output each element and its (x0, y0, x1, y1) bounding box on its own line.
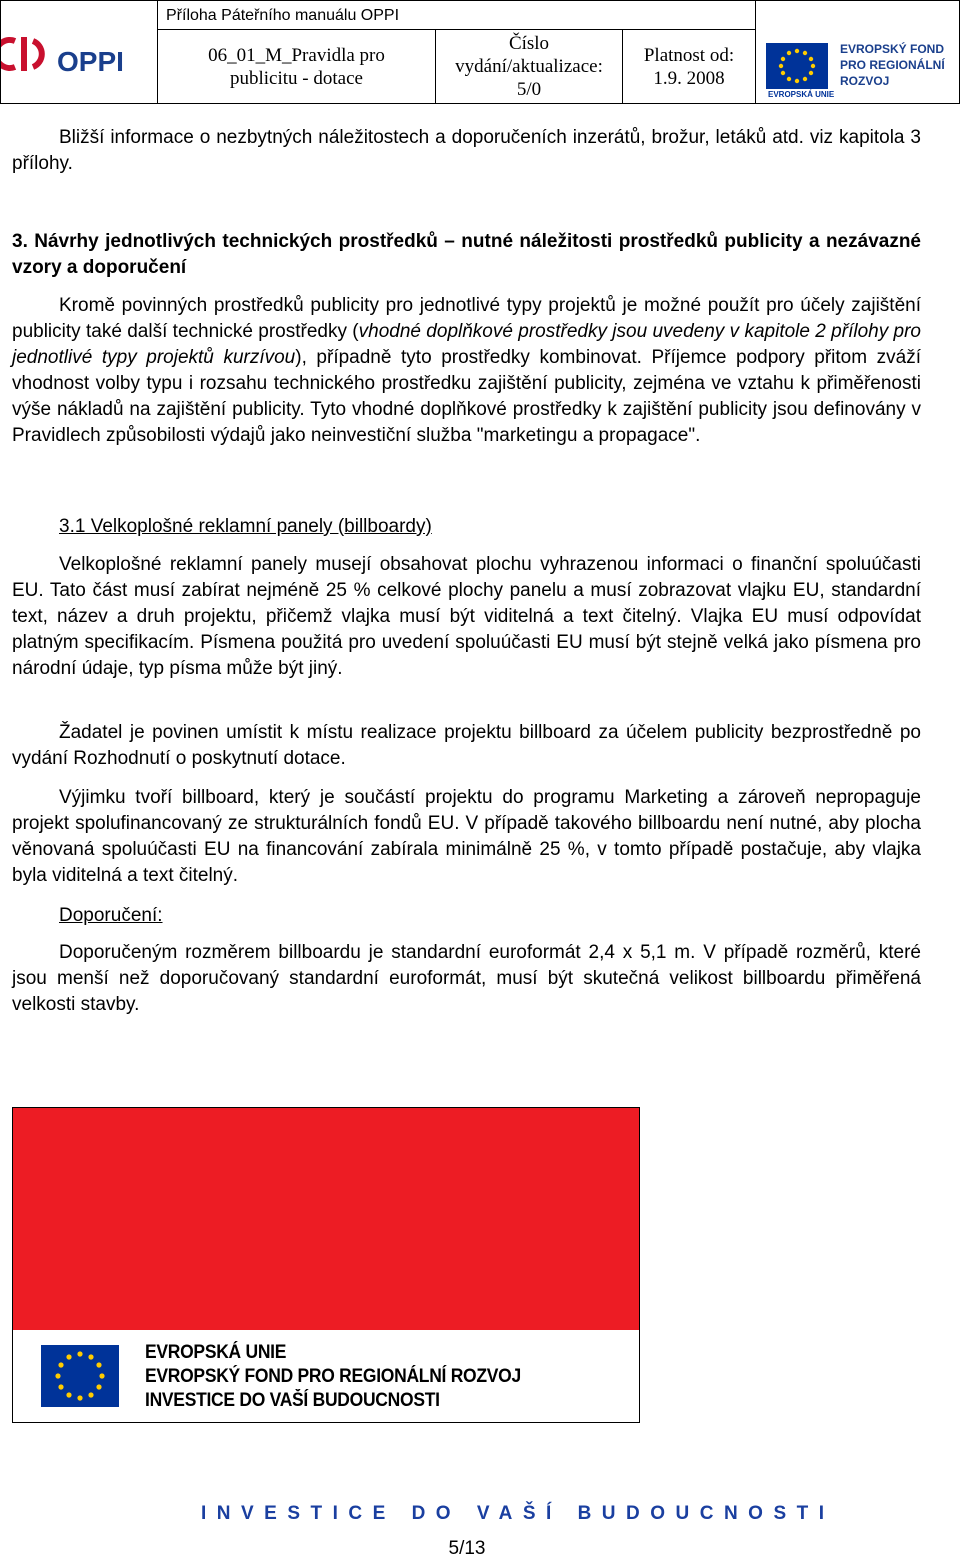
validity-label: Platnost od: (643, 44, 735, 66)
validity-date: 1.9. 2008 (653, 67, 725, 89)
recommendation-label: Doporučení: (59, 905, 163, 926)
svg-text:OPPI: OPPI (57, 46, 124, 77)
footer-slogan: INVESTICE DO VAŠÍ BUDOUCNOSTI (201, 1503, 835, 1524)
document-name-line1: 06_01_M_Pravidla pro (208, 44, 385, 66)
p1-text-italic: vhodné doplňkové prostředky jsou uvedeny v kapitole 2 přílohy pro jednotlivé typy projektů kurzívou (12, 321, 921, 368)
billboard-project-area (13, 1108, 639, 1330)
erdf-logo (755, 0, 960, 104)
version-label2: vydání/aktualizace: (455, 56, 603, 77)
section-3-heading: 3. Návrhy jednotlivých technických prostředků – nutné náležitosti prostředků publicity a nezávazné vzory a doporučení (12, 231, 921, 278)
version-cell (435, 29, 623, 104)
manual-title: Příloha Páteřního manuálu OPPI (157, 0, 756, 30)
p1-text-b: ), případně tyto prostředky kombinovat. Příjemce podpory přitom zváží vhodnost volby typu i rozsahu technického prostředku zajištění publicity, zejména ve vztahu k přiměřenosti výše nákladů na zajištění publicity. Tyto vhodné doplňkové prostředky k zajištění publicity jsou definovány v Pravidlech způsobilosti výdajů jako neinvestiční služba "marketingu a propagace". (12, 347, 921, 446)
validity-cell (622, 29, 756, 104)
billboard-line-eu: EVROPSKÁ UNIE (145, 1342, 287, 1363)
recommendation-heading (12, 903, 921, 929)
billboard-line-erdf: EVROPSKÝ FOND PRO REGIONÁLNÍ ROZVOJ (145, 1366, 521, 1387)
paragraph-recommendation: Doporučeným rozměrem billboardu je standardní euroformát 2,4 x 5,1 m. V případě rozměrů, které jsou menší než doporučovaný standardní euroformát, musí být skutečná velikost billboardu přiměřená velkosti stavby. (12, 942, 921, 1015)
svg-text:EVROPSKÁ UNIE: EVROPSKÁ UNIE (768, 90, 835, 99)
version-label1: Číslo (508, 33, 550, 54)
oppi-logo (0, 0, 158, 104)
svg-text:ROZVOJ: ROZVOJ (840, 74, 890, 88)
section-3-1-title: 3.1 Velkoplošné reklamní panely (billboardy) (59, 516, 432, 537)
paragraph-exception: Výjimku tvoří billboard, který je součástí projektu do programu Marketing a zároveň nepropaguje projekt spolufinancovaný ze strukturálních fondů EU. V případě takového billboardu není nutné, aby plocha věnovaná spoluúčasti EU na financování zabírala minimálně 25 %, v tomto případě postačuje, aby vlajka byla viditelná a text čitelný. (12, 787, 921, 886)
billboard-eu-area (13, 1330, 639, 1423)
document-header (0, 0, 960, 104)
paragraph-applicant-duty: Žadatel je povinen umístit k místu realizace projektu billboard za účelem publicity bezprostředně po vydání Rozhodnutí o poskytnutí dotace. (12, 722, 921, 769)
intro-paragraph: Bližší informace o nezbytných náležitostech a doporučeních inzerátů, brožur, letáků atd. viz kapitola 3 přílohy. (12, 127, 921, 174)
billboard-sample (12, 1107, 640, 1423)
page-number: 5/13 (448, 1538, 486, 1559)
version-value: 5/0 (516, 79, 542, 100)
oppi-logo-icon (1, 1, 157, 103)
svg-text:PRO REGIONÁLNÍ: PRO REGIONÁLNÍ (840, 58, 945, 72)
svg-text:EVROPSKÝ FOND: EVROPSKÝ FOND (840, 42, 945, 56)
p1-text-a: Kromě povinných prostředků publicity pro jednotlivé typy projektů je možné použít pro účely zajištění publicity také další technické prostředky ( (12, 295, 921, 342)
billboard-line-slogan: INVESTICE DO VAŠÍ BUDOUCNOSTI (145, 1390, 440, 1411)
document-name-cell (157, 29, 436, 104)
billboard-eu-flag-icon (41, 1345, 119, 1407)
eu-flag-icon (756, 1, 959, 103)
paragraph-billboard-requirements: Velkoplošné reklamní panely musejí obsahovat plochu vyhrazenou informaci o finanční spoluúčasti EU. Tato část musí zabírat nejméně 25 % celkové plochy panelu a musí zobrazovat vlajku EU, standardní text, název a druh projektu, přičemž vlajka musí být viditelná a text čitelný. Vlajka EU musí odpovídat platným specifikacím. Písmena použitá pro uvedení spoluúčasti EU musí být stejně velká jako písmena pro národní údaje, typ písma může být jiný. (12, 554, 921, 679)
document-name-line2: publicitu - dotace (230, 67, 363, 89)
section-3-1-heading (12, 514, 921, 540)
paragraph-additional-means (12, 293, 921, 449)
